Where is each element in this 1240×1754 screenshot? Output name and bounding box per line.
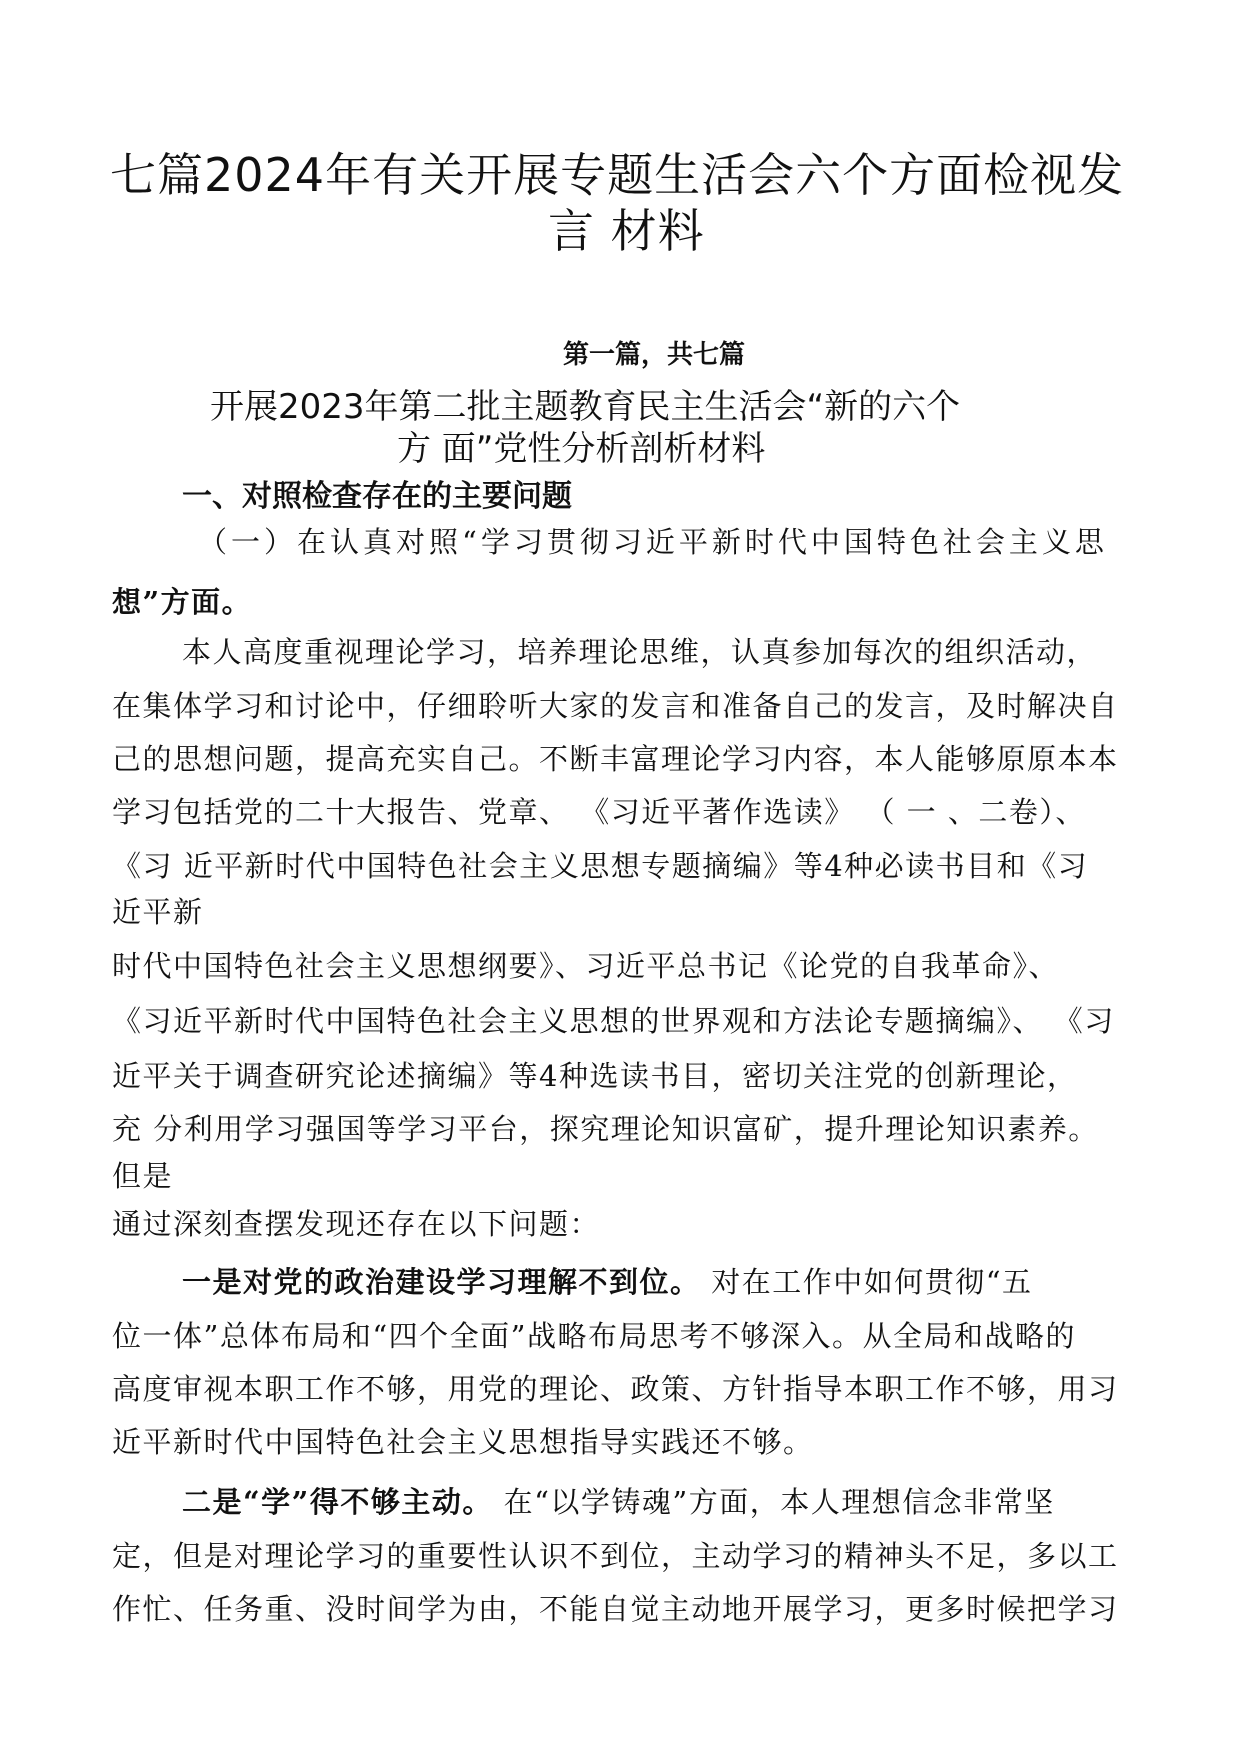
paragraph-line: 学习包括党的二十大报告、党章、 《习近平著作选读》 （ 一 、二卷）、 [112,795,1086,829]
paragraph-line: 高度审视本职工作不够，用党的理论、政策、方针指导本职工作不够，用习 [112,1372,1119,1406]
paragraph-line: 近平新 [112,895,204,929]
part-label: 第一篇，共七篇 [563,340,746,370]
paragraph-line: 通过深刻查摆发现还存在以下问题： [112,1207,601,1241]
document-title-line-1: 七篇2024年有关开展专题生活会六个方面检视发 [110,148,1125,202]
point-one-lead: 一是对党的政治建设学习理解不到位。 [182,1265,701,1299]
point-one-first-line [182,1265,1033,1299]
point-two-lead: 二是“学”得不够主动。 [182,1485,493,1519]
paragraph-line: 但是 [112,1159,174,1193]
paragraph-line: 《习近平新时代中国特色社会主义思想的世界观和方法论专题摘编》、 《习 [112,1004,1115,1038]
paragraph-line: 定，但是对理论学习的重要性认识不到位，主动学习的精神头不足，多以工 [112,1539,1119,1573]
point-one-text: 对在工作中如何贯彻“五 [700,1265,1033,1299]
paragraph-line: 时代中国特色社会主义思想纲要》、习近平总书记《论党的自我革命》、 [112,949,1060,983]
subsection-heading-line-2: 想”方面。 [112,585,253,619]
paragraph-line: 近平新时代中国特色社会主义思想指导实践还不够。 [112,1425,814,1459]
paragraph-line: 己的思想问题，提高充实自己。不断丰富理论学习内容，本人能够原原本本 [112,742,1119,776]
point-two-text: 在“以学铸魂”方面，本人理想信念非常坚 [492,1485,1055,1519]
subtitle-line-1: 开展2023年第二批主题教育民主生活会“新的六个 [210,387,961,427]
paragraph-line: 本人高度重视理论学习，培养理论思维，认真参加每次的组织活动， [182,635,1098,669]
paragraph-line: 近平关于调查研究论述摘编》等4种选读书目，密切关注党的创新理论， [112,1059,1078,1093]
point-two-first-line [182,1485,1055,1519]
paragraph-line: 《习 近平新时代中国特色社会主义思想专题摘编》等4种必读书目和《习 [112,849,1089,883]
document-title-line-2: 言 材料 [548,204,705,258]
paragraph-line: 充 分利用学习强国等学习平台，探究理论知识富矿，提升理论知识素养。 [112,1112,1099,1146]
section-heading: 一、对照检查存在的主要问题 [182,479,572,514]
subsection-heading-line-1: （一）在认真对照“学习贯彻习近平新时代中国特色社会主义思 [198,525,1108,559]
paragraph-line: 在集体学习和讨论中，仔细聆听大家的发言和准备自己的发言，及时解决自 [112,689,1119,723]
paragraph-line: 作忙、任务重、没时间学为由，不能自觉主动地开展学习，更多时候把学习 [112,1592,1119,1626]
subtitle-line-2: 方 面”党性分析剖析材料 [397,429,766,469]
paragraph-line: 位一体”总体布局和“四个全面”战略布局思考不够深入。从全局和战略的 [112,1319,1076,1353]
